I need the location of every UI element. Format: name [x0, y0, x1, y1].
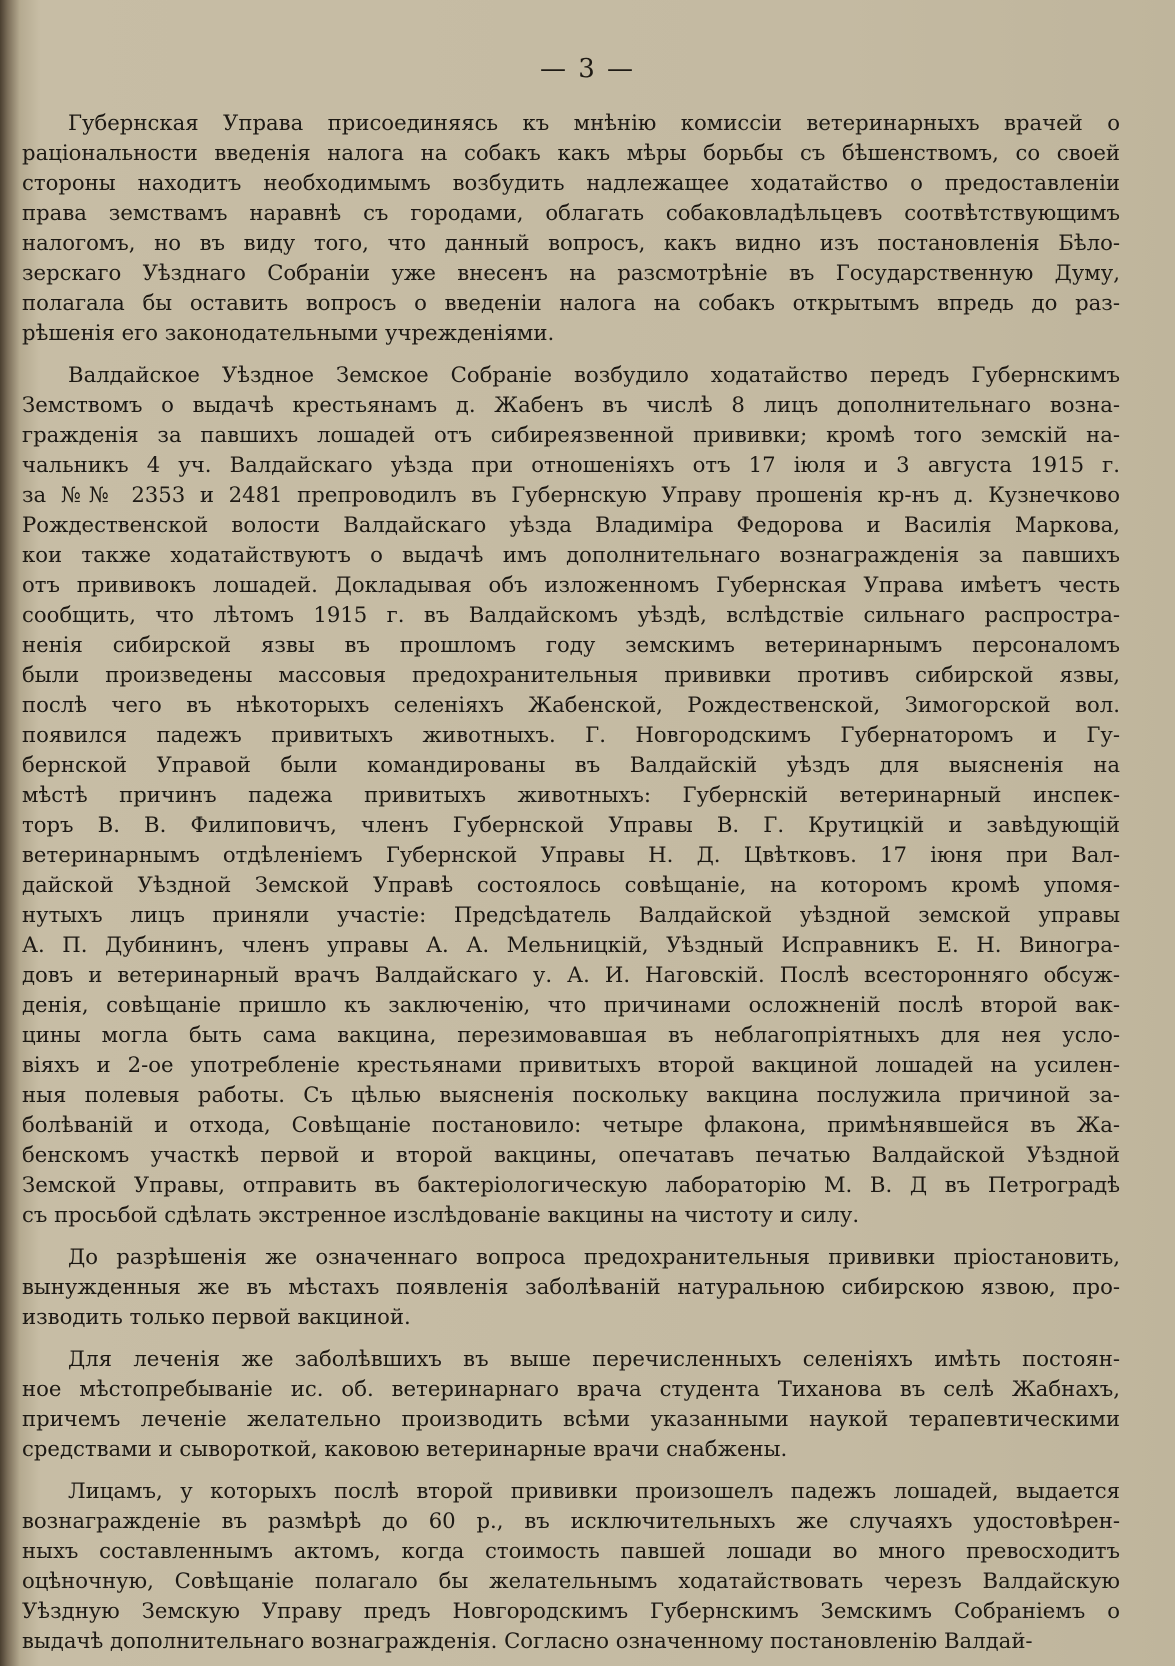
text-line: раціональности введенія налога на собакъ какъ мѣры борьбы съ бѣшенствомъ, со своей	[22, 140, 1120, 165]
text-line: налогомъ, но въ виду того, что данный вопросъ, какъ видно изъ постановленія Бѣло-	[22, 230, 1120, 255]
text-line: за №№ 2353 и 2481 препроводилъ въ Губернскую Управу прошенія кр-нъ д. Кузнечково	[22, 482, 1120, 507]
text-line: были произведены массовыя предохранительныя прививки противъ сибирской язвы,	[22, 662, 1120, 687]
page-number: — 3 —	[539, 54, 636, 84]
text-line: До разрѣшенія же означеннаго вопроса предохранительныя прививки пріостановить,	[68, 1244, 1120, 1269]
text-line: Для леченія же заболѣвшихъ въ выше перечисленныхъ селеніяхъ имѣть постоян-	[68, 1346, 1120, 1371]
text-line: бенскомъ участкѣ первой и второй вакцины, опечатавъ печатью Валдайской Уѣздной	[22, 1142, 1120, 1167]
text-line: болѣваній и отхода, Совѣщаніе постановило: четыре флакона, примѣнявшейся въ Жа-	[22, 1112, 1120, 1137]
text-line: кои также ходатайствуютъ о выдачѣ имъ дополнительнаго вознагражденія за павшихъ	[22, 542, 1120, 567]
text-line: Уѣздную Земскую Управу предъ Новгородскимъ Губернскимъ Земскимъ Собраніемъ о	[22, 1598, 1120, 1623]
text-line: рѣшенія его законодательными учрежденіями.	[22, 320, 555, 345]
text-line: Земской Управы, отправить въ бактеріологическую лабораторію М. В. Д въ Петроградѣ	[22, 1172, 1120, 1197]
text-line: послѣ чего въ нѣкоторыхъ селеніяхъ Жабенской, Рождественской, Зимогорской вол.	[22, 692, 1120, 717]
text-line: ныя полевыя работы. Съ цѣлью выясненія поскольку вакцина послужила причиной за-	[22, 1082, 1120, 1107]
text-line: А. П. Дубининъ, членъ управы А. А. Мельницкій, Уѣздный Исправникъ Е. Н. Виногра-	[22, 932, 1120, 957]
text-line: віяхъ и 2-ое употребленіе крестьянами привитыхъ второй вакциной лошадей на усилен-	[22, 1052, 1120, 1077]
text-line: средствами и сывороткой, каковою ветеринарные врачи снабжены.	[22, 1436, 788, 1461]
text-line: отъ прививокъ лошадей. Докладывая объ изложенномъ Губернская Управа имѣетъ честь	[22, 572, 1120, 597]
text-line: полагала бы оставить вопросъ о введеніи налога на собакъ открытымъ впредь до раз-	[22, 290, 1120, 315]
text-line: дайской Уѣздной Земской Управѣ состоялось совѣщаніе, на которомъ кромѣ упомя-	[22, 872, 1120, 897]
text-line: появился падежъ привитыхъ животныхъ. Г. Новгородскимъ Губернаторомъ и Гу-	[22, 722, 1120, 747]
text-line: зерскаго Уѣзднаго Собраніи уже внесенъ на разсмотрѣніе въ Государственную Думу,	[22, 260, 1120, 285]
paragraph	[22, 1242, 1120, 1332]
text-line: довъ и ветеринарный врачъ Валдайскаго у. А. И. Наговскій. Послѣ всесторонняго обсуж-	[22, 962, 1120, 987]
paragraph	[22, 1344, 1120, 1464]
text-line: права земствамъ наравнѣ съ городами, облагать собаковладѣльцевъ соотвѣтствующимъ	[22, 200, 1120, 225]
text-line: Лицамъ, у которыхъ послѣ второй прививки произошелъ падежъ лошадей, выдается	[68, 1478, 1120, 1503]
text-line: съ просьбой сдѣлать экстренное изслѣдованіе вакцины на чистоту и силу.	[22, 1202, 860, 1227]
text-line: ненія сибирской язвы въ прошломъ году земскимъ ветеринарнымъ персоналомъ	[22, 632, 1120, 657]
text-line: цины могла быть сама вакцина, перезимовавшая въ неблагопріятныхъ для нея усло-	[22, 1022, 1120, 1047]
body-text	[22, 108, 1120, 1656]
text-line: оцѣночную, Совѣщаніе полагало бы желательнымъ ходатайствовать черезъ Валдайскую	[22, 1568, 1120, 1593]
paragraph	[22, 360, 1120, 1230]
text-line: Губернская Управа присоединяясь къ мнѣнію комиссіи ветеринарныхъ врачей о	[68, 110, 1120, 135]
text-line: нутыхъ лицъ приняли участіе: Предсѣдатель Валдайской уѣздной земской управы	[22, 902, 1120, 927]
text-line: Рождественской волости Валдайскаго уѣзда Владиміра Федорова и Василія Маркова,	[22, 512, 1120, 537]
text-line: сообщить, что лѣтомъ 1915 г. въ Валдайскомъ уѣздѣ, вслѣдствіе сильнаго распростра-	[22, 602, 1120, 627]
text-line: чальникъ 4 уч. Валдайскаго уѣзда при отношеніяхъ отъ 17 іюля и 3 августа 1915 г.	[22, 452, 1120, 477]
paragraph	[22, 108, 1120, 348]
text-line: изводить только первой вакциной.	[22, 1304, 411, 1329]
text-line: вознагражденіе въ размѣрѣ до 60 р., въ исключительныхъ же случаяхъ удостовѣрен-	[22, 1508, 1120, 1533]
text-line: вынужденныя же въ мѣстахъ появленія заболѣваній натуральною сибирскою язвою, про-	[22, 1274, 1120, 1299]
text-line: ветеринарнымъ отдѣленіемъ Губернской Управы Н. Д. Цвѣтковъ. 17 іюня при Вал-	[22, 842, 1120, 867]
text-line: причемъ леченіе желательно производить всѣми указанными наукой терапевтическими	[22, 1406, 1120, 1431]
text-line: Земствомъ о выдачѣ крестьянамъ д. Жабенъ въ числѣ 8 лицъ дополнительнаго возна-	[22, 392, 1120, 417]
text-line: ное мѣстопребываніе ис. об. ветеринарнаго врача студента Тиханова въ селѣ Жабнахъ,	[22, 1376, 1120, 1401]
text-line: торъ В. В. Филиповичъ, членъ Губернской Управы В. Г. Крутицкій и завѣдующій	[22, 812, 1120, 837]
text-line: гражденія за павшихъ лошадей отъ сибиреязвенной прививки; кромѣ того земскій на-	[22, 422, 1120, 447]
text-line: мѣстѣ причинъ падежа привитыхъ животныхъ: Губернскій ветеринарный инспек-	[22, 782, 1120, 807]
text-line: денія, совѣщаніе пришло къ заключенію, что причинами осложненій послѣ второй вак-	[22, 992, 1120, 1017]
paragraph	[22, 1476, 1120, 1656]
text-line: бернской Управой были командированы въ Валдайскій уѣздъ для выясненія на	[22, 752, 1120, 777]
text-line: Валдайское Уѣздное Земское Собраніе возбудило ходатайство передъ Губернскимъ	[68, 362, 1120, 387]
text-line: выдачѣ дополнительнаго вознагражденія. Согласно означенному постановленію Валдай-	[22, 1628, 1033, 1653]
text-line: стороны находитъ необходимымъ возбудить надлежащее ходатайство о предоставленіи	[22, 170, 1120, 195]
text-line: ныхъ составленнымъ актомъ, когда стоимость павшей лошади во много превосходитъ	[22, 1538, 1120, 1563]
